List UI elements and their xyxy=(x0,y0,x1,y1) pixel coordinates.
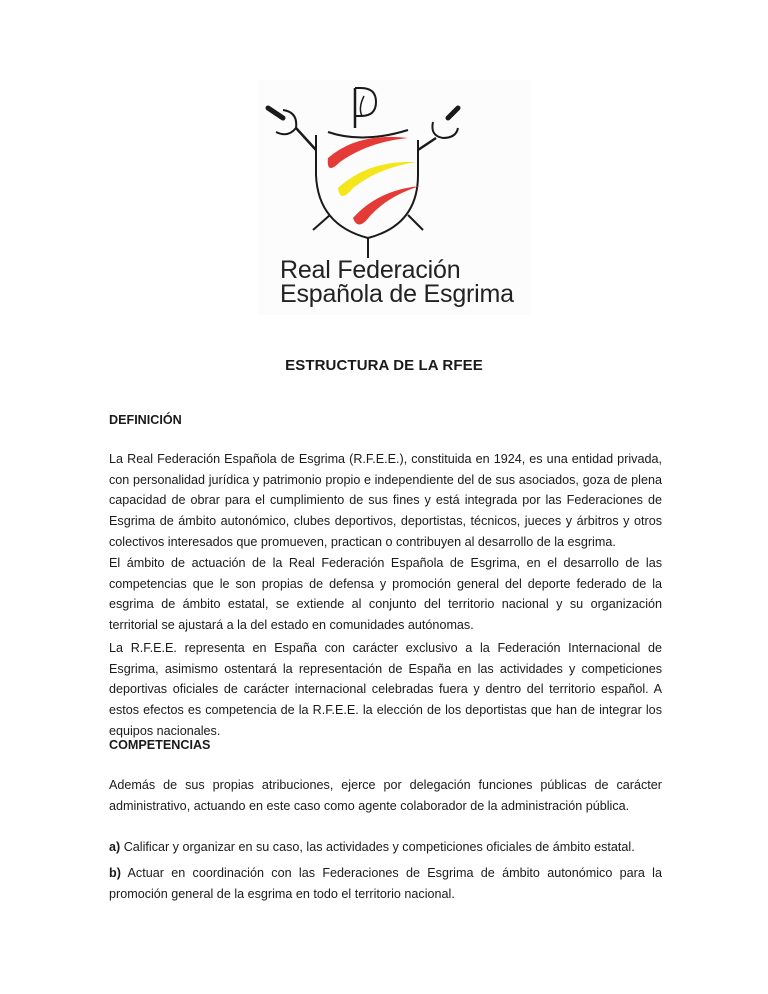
section-heading-definicion: DEFINICIÓN xyxy=(109,413,182,427)
list-item-text: Actuar en coordinación con las Federaciones de Esgrima de ámbito autonómico para la promoción general de la esgrima en todo el territorio nacional. xyxy=(109,866,662,901)
rfee-logo xyxy=(258,80,530,315)
list-item-b xyxy=(109,863,662,904)
list-item-text: Calificar y organizar en su caso, las actividades y competiciones oficiales de ámbito estatal. xyxy=(120,840,635,854)
logo-line-2: Española de Esgrima xyxy=(280,280,514,308)
paragraph-scope: El ámbito de actuación de la Real Federación Española de Esgrima, en el desarrollo de las competencias que le son propias de defensa y promoción general del deporte federado de la esgrima de ámbito estatal, se extiende al conjunto del territorio nacional y su organización territorial se ajustará a la del estado en comunidades autónomas. xyxy=(109,556,662,633)
fencing-shield-icon xyxy=(258,80,530,260)
list-item-label: b) xyxy=(109,866,121,880)
logo-line-1: Real Federación xyxy=(280,256,461,284)
paragraph-competencias-intro: Además de sus propias atribuciones, ejerce por delegación funciones públicas de carácter administrativo, actuando en este caso como agente colaborador de la administración pública. xyxy=(109,778,662,813)
section-heading-competencias: COMPETENCIAS xyxy=(109,738,211,752)
list-item-a xyxy=(109,837,662,858)
paragraph-representation: La R.F.E.E. representa en España con carácter exclusivo a la Federación Internacional de Esgrima, asimismo ostentará la representación de España en las actividades y competiciones deportivas oficiales de carácter internacional celebradas fuera y dentro del territorio español. A estos efectos es competencia de la R.F.E.E. la elección de los deportistas que han de integrar los equipos nacionales. xyxy=(109,641,662,738)
page-title: ESTRUCTURA DE LA RFEE xyxy=(285,357,483,374)
paragraph-definition: La Real Federación Española de Esgrima (R.F.E.E.), constituida en 1924, es una entidad privada, con personalidad jurídica y patrimonio propio e independiente del de sus asociados, goza de plena capacidad de obrar para el cumplimiento de sus fines y está integrada por las Federaciones de Esgrima de ámbito autonómico, clubes deportivos, deportistas, técnicos, jueces y árbitros y otros colectivos interesados que promueven, practican o contribuyen al desarrollo de la esgrima. xyxy=(109,452,662,549)
logo-text xyxy=(280,258,514,306)
list-item-label: a) xyxy=(109,840,121,854)
